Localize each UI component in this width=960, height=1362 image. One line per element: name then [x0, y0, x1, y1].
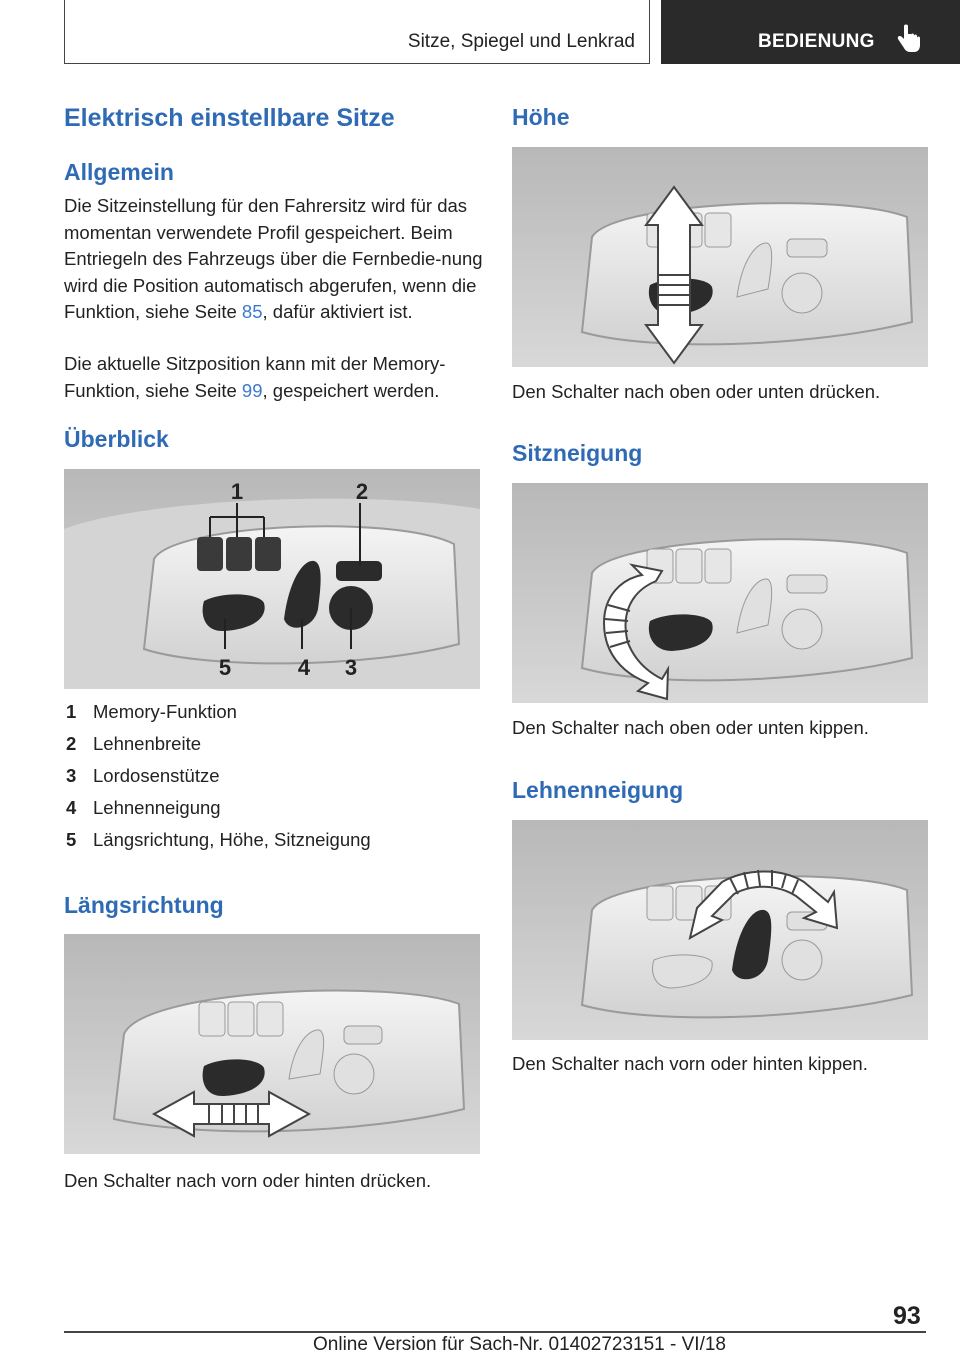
page-link-85[interactable]: 85: [241, 301, 263, 322]
header-section-title: Sitze, Spiegel und Lenkrad: [407, 31, 635, 52]
list-item: [66, 733, 466, 759]
heading-ueberblick: Überblick: [64, 426, 169, 452]
heading-laengsrichtung: Längsrichtung: [64, 892, 224, 918]
paragraph-text: Die aktuelle Sitzposition kann mit der Memory-Funktion, siehe Seite: [64, 353, 446, 401]
caption-sitzneigung: Den Schalter nach oben oder unten kippen.: [512, 717, 869, 738]
list-item: [66, 701, 466, 727]
list-item: [66, 765, 466, 791]
heading-allgemein: Allgemein: [64, 159, 174, 185]
page-title: Elektrisch einstellbare Sitze: [64, 104, 395, 132]
figure-seat-tilt: [512, 483, 928, 703]
list-item-text: Memory-Funktion: [93, 701, 237, 722]
paragraph-allgemein-2: [64, 351, 484, 404]
figure-seat-height: [512, 147, 928, 367]
caption-laengsrichtung: Den Schalter nach vorn oder hinten drücken.: [64, 1170, 432, 1191]
backrest-tilt-illustration: [512, 820, 928, 1040]
figure-label-2: 2: [355, 479, 369, 504]
list-item-number: 4: [66, 797, 77, 818]
header-chapter-title: BEDIENUNG: [758, 31, 875, 52]
list-item-text: Lehnenneigung: [93, 797, 221, 818]
page-link-99[interactable]: 99: [241, 379, 263, 401]
footer-divider: [64, 1331, 926, 1333]
figure-label-5: 5: [218, 655, 232, 680]
list-item-text: Längsrichtung, Höhe, Sitzneigung: [93, 829, 371, 850]
paragraph-text: Die Sitzeinstellung für den Fahrersitz wird für das momentan verwendete Profil gespeichert. Beim Entriegeln des Fahrzeugs über die Fernbedie-nung wird die Position automatisch abgerufen, wenn die Funktion, siehe Seite: [64, 195, 483, 322]
seat-height-illustration: [512, 147, 928, 367]
heading-hoehe: Höhe: [512, 104, 570, 130]
heading-sitzneigung: Sitzneigung: [512, 440, 643, 466]
list-item: [66, 829, 466, 855]
hand-pointer-icon: [893, 24, 923, 54]
header-section-box: [64, 0, 650, 64]
list-item-number: 5: [66, 829, 77, 850]
heading-lehnenneigung: Lehnenneigung: [512, 777, 684, 803]
figure-backrest-tilt: [512, 820, 928, 1040]
paragraph-text: , dafür aktiviert ist.: [262, 301, 413, 322]
list-item-number: 1: [66, 701, 77, 722]
caption-hoehe: Den Schalter nach oben oder unten drücken.: [512, 381, 881, 402]
paragraph-allgemein-1: [64, 193, 484, 326]
list-item-text: Lordosenstütze: [93, 765, 220, 786]
list-item-number: 2: [66, 733, 77, 754]
figure-seat-controls-overview: [64, 469, 480, 689]
figure-label-4: 4: [297, 655, 311, 680]
header-chapter-box: [661, 0, 960, 64]
seat-longitudinal-illustration: [64, 934, 480, 1154]
paragraph-text: , gespeichert werden.: [262, 379, 440, 401]
seat-tilt-illustration: [512, 483, 928, 703]
list-item-number: 3: [66, 765, 77, 786]
list-item-text: Lehnenbreite: [93, 733, 202, 754]
caption-lehnenneigung: Den Schalter nach vorn oder hinten kippen.: [512, 1053, 868, 1074]
list-item: [66, 797, 466, 823]
page-number: 93: [893, 1302, 921, 1330]
figure-label-3: 3: [344, 655, 358, 680]
seat-controls-illustration: [64, 469, 480, 689]
figure-seat-longitudinal: [64, 934, 480, 1154]
footer-version-text: Online Version für Sach-Nr. 01402723151 - VI/18: [313, 1334, 726, 1355]
figure-label-1: 1: [230, 479, 244, 504]
